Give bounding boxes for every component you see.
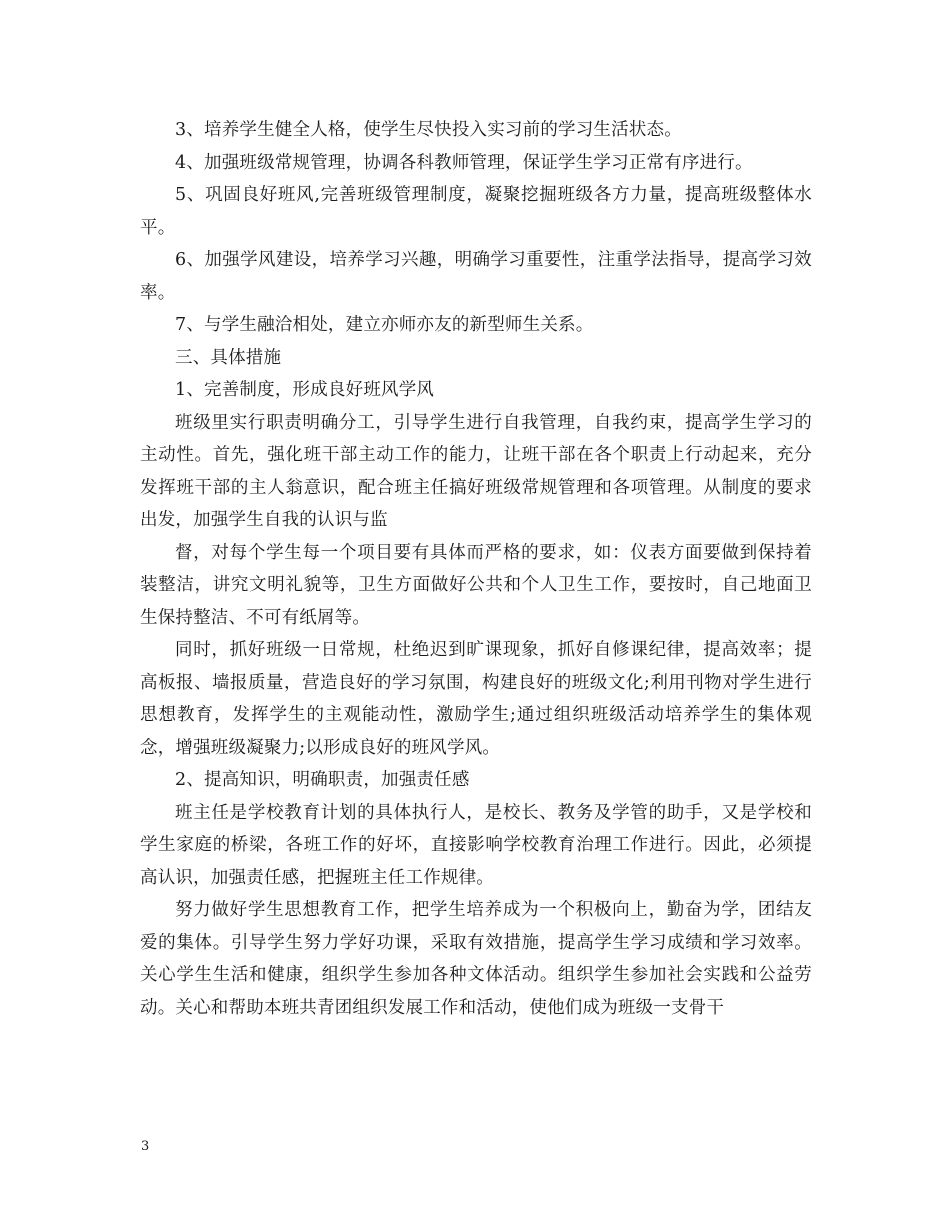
paragraph-goal-7: 7、与学生融洽相处，建立亦师亦友的新型师生关系。 [175, 315, 594, 335]
paragraph-supervision: 督，对每个学生每一个项目要有具体而严格的要求，如：仪表方面要做到保持着装整洁，讲究文明礼貌等，卫生方面做好公共和个人卫生工作，要按时，自己地面卫生保持整洁、不可有纸屑等。 [140, 542, 812, 628]
paragraph-goal-5: 5、巩固良好班风,完善班级管理制度，凝聚挖掘班级各方力量，提高班级整体水平。 [140, 185, 812, 238]
paragraph-goal-6: 6、加强学风建设，培养学习兴趣，明确学习重要性，注重学法指导，提高学习效率。 [140, 250, 812, 303]
page-number: 3 [141, 1139, 150, 1154]
paragraph-daily-routine: 同时，抓好班级一日常规，杜绝迟到旷课现象，抓好自修课纪律，提高效率；提高板报、墙报质量，营造良好的学习氛围，构建良好的班级文化;利用刊物对学生进行思想教育，发挥学生的主观能动性，激励学生;通过组织班级活动培养学生的集体观念，增强班级凝聚力;以形成良好的班风学风。 [140, 640, 812, 758]
paragraph-ideological-education: 努力做好学生思想教育工作，把学生培养成为一个积极向上，勤奋为学，团结友爱的集体。引导学生努力学好功课，采取有效措施，提高学生学习成绩和学习效率。关心学生生活和健康，组织学生参加各种文体活动。组织学生参加社会实践和公益劳动。关心和帮助本班共青团组织发展工作和活动，使他们成为班级一支骨干 [140, 900, 812, 1018]
subheading-measure-1: 1、完善制度，形成良好班风学风 [175, 380, 435, 400]
paragraph-head-teacher-role: 班主任是学校教育计划的具体执行人，是校长、教务及学管的助手，又是学校和学生家庭的桥梁，各班工作的好坏，直接影响学校教育治理工作进行。因此，必须提高认识，加强责任感，把握班主任工作规律。 [140, 802, 812, 888]
subheading-measure-2: 2、提高知识，明确职责，加强责任感 [175, 770, 470, 790]
paragraph-responsibility: 班级里实行职责明确分工，引导学生进行自我管理，自我约束，提高学生学习的主动性。首先，强化班干部主动工作的能力，让班干部在各个职责上行动起来，充分发挥班干部的主人翁意识，配合班主任搞好班级常规管理和各项管理。从制度的要求出发，加强学生自我的认识与监 [140, 412, 812, 530]
section-heading-measures: 三、具体措施 [175, 347, 282, 368]
paragraph-goal-4: 4、加强班级常规管理，协调各科教师管理，保证学生学习正常有序进行。 [175, 152, 753, 173]
paragraph-goal-3: 3、培养学生健全人格，使学生尽快投入实习前的学习生活状态。 [175, 120, 682, 140]
document-body [140, 114, 812, 1024]
